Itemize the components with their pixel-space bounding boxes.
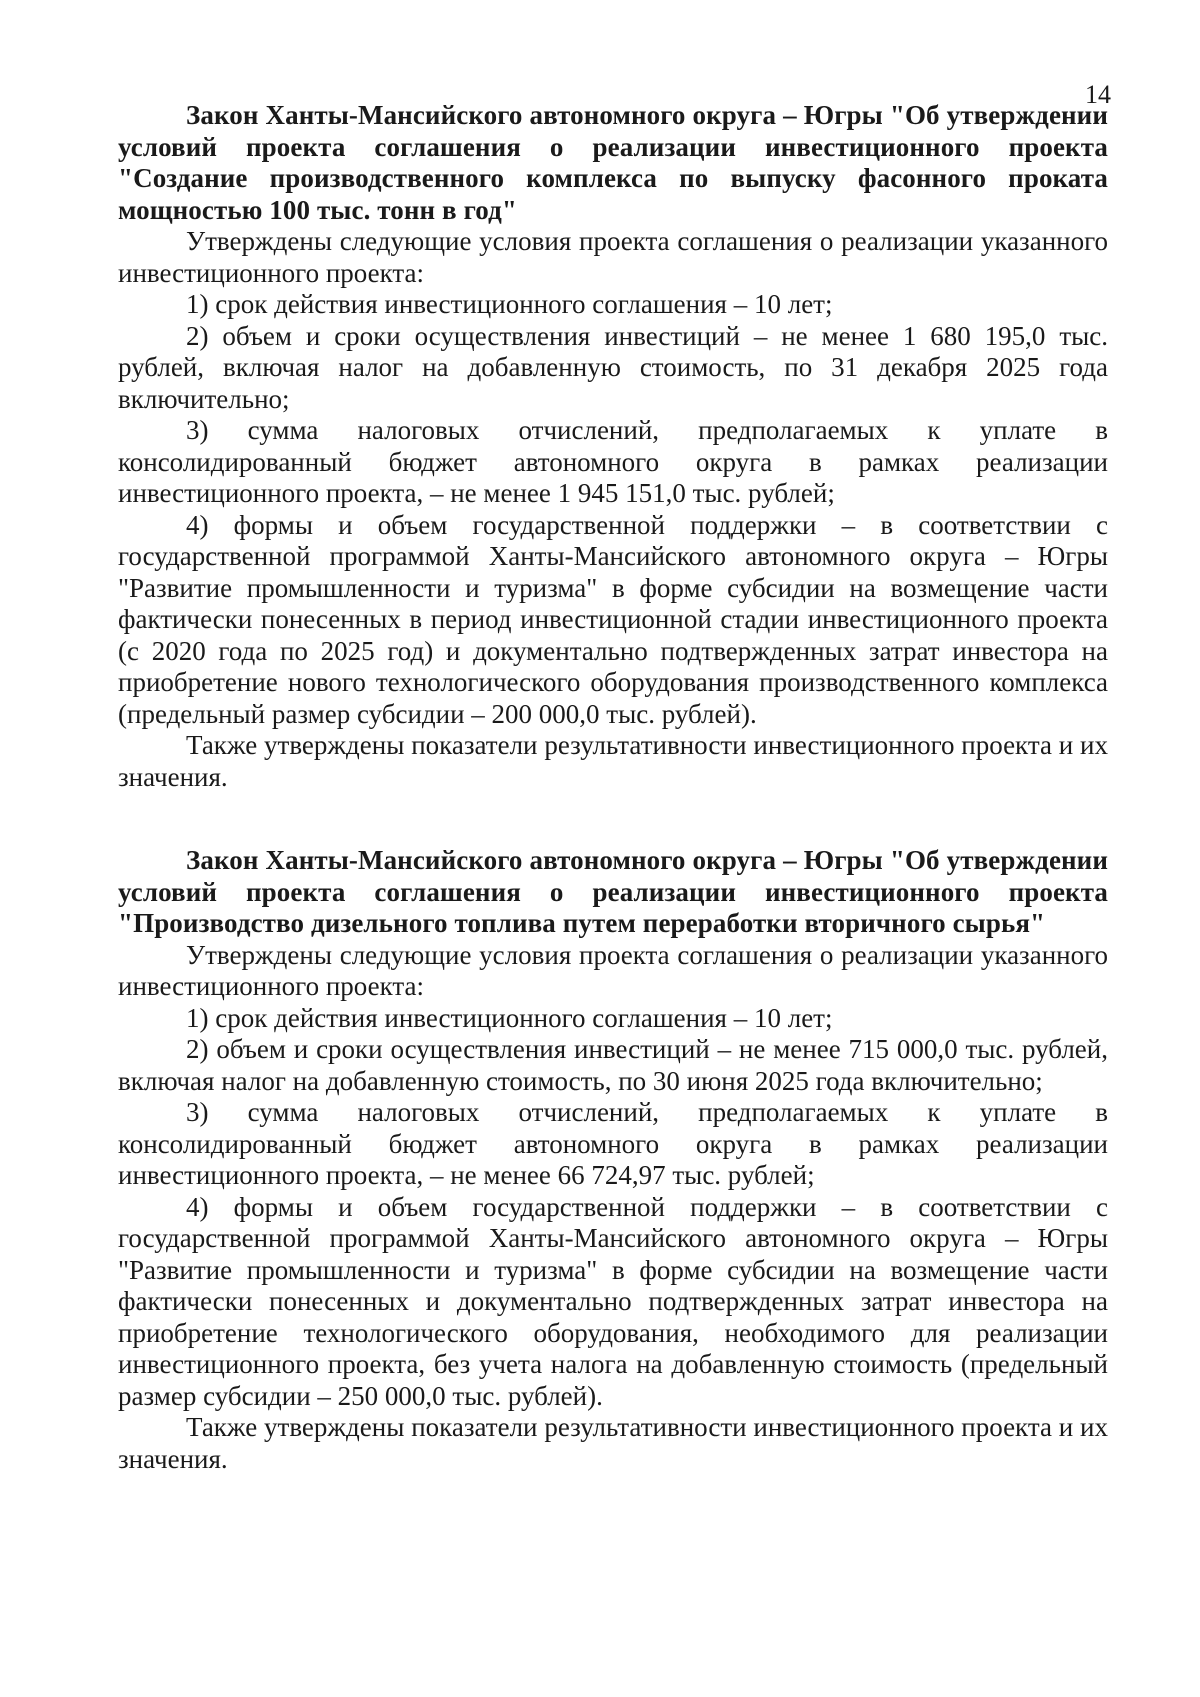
paragraph: 4) формы и объем государственной поддержки – в соответствии с государственной программой Ханты-Мансийского автономного округа – Югры "Развитие промышленности и туризма" в форме субсидии на возмещение части фактически понесенных в период инвестиционной стадии инвестиционного проекта (с 2020 года по 2025 год) и документально подтвержденных затрат инвестора на приобретение нового технологического оборудования производственного комплекса (предельный размер субсидии – 200 000,0 тыс. рублей). [118,509,1108,729]
paragraph: 3) сумма налоговых отчислений, предполагаемых к уплате в консолидированный бюджет автономного округа в рамках реализации инвестиционного проекта, – не менее 66 724,97 тыс. рублей; [118,1097,1108,1190]
section-heading: Закон Ханты-Мансийского автономного округа – Югры "Об утверждении условий проекта соглашения о реализации инвестиционного проекта "Создание производственного комплекса по выпуску фасонного проката мощностью 100 тыс. тонн в год" [118,100,1108,225]
paragraph: 4) формы и объем государственной поддержки – в соответствии с государственной программой Ханты-Мансийского автономного округа – Югры "Развитие промышленности и туризма" в форме субсидии на возмещение части фактически понесенных и документально подтвержденных затрат инвестора на приобретение технологического оборудования, необходимого для реализации инвестиционного проекта, без учета налога на добавленную стоимость (предельный размер субсидии – 250 000,0 тыс. рублей). [118,1191,1108,1411]
paragraph: 1) срок действия инвестиционного соглашения – 10 лет; [186,1002,833,1033]
law-section-2 [118,845,1108,1475]
paragraph: Также утверждены показатели результативности инвестиционного проекта и их значения. [118,1412,1108,1474]
paragraph: 2) объем и сроки осуществления инвестиций – не менее 1 680 195,0 тыс. рублей, включая налог на добавленную стоимость, по 31 декабря 2025 года включительно; [118,320,1108,414]
paragraph: 1) срок действия инвестиционного соглашения – 10 лет; [186,289,833,319]
paragraph: Также утверждены показатели результативности инвестиционного проекта и их значения. [118,730,1108,792]
section-heading: Закон Ханты-Мансийского автономного округа – Югры "Об утверждении условий проекта соглашения о реализации инвестиционного проекта "Производство дизельного топлива путем переработки вторичного сырья" [118,845,1108,938]
page-number: 14 [1085,80,1111,109]
law-section-1 [118,100,1108,793]
paragraph: Утверждены следующие условия проекта соглашения о реализации указанного инвестиционного проекта: [118,226,1108,288]
paragraph: 3) сумма налоговых отчислений, предполагаемых к уплате в консолидированный бюджет автономного округа в рамках реализации инвестиционного проекта, – не менее 1 945 151,0 тыс. рублей; [118,415,1108,508]
paragraph: Утверждены следующие условия проекта соглашения о реализации указанного инвестиционного проекта: [118,939,1108,1001]
document-body [118,100,1108,1475]
paragraph: 2) объем и сроки осуществления инвестиций – не менее 715 000,0 тыс. рублей, включая налог на добавленную стоимость, по 30 июня 2025 года включительно; [118,1034,1108,1096]
